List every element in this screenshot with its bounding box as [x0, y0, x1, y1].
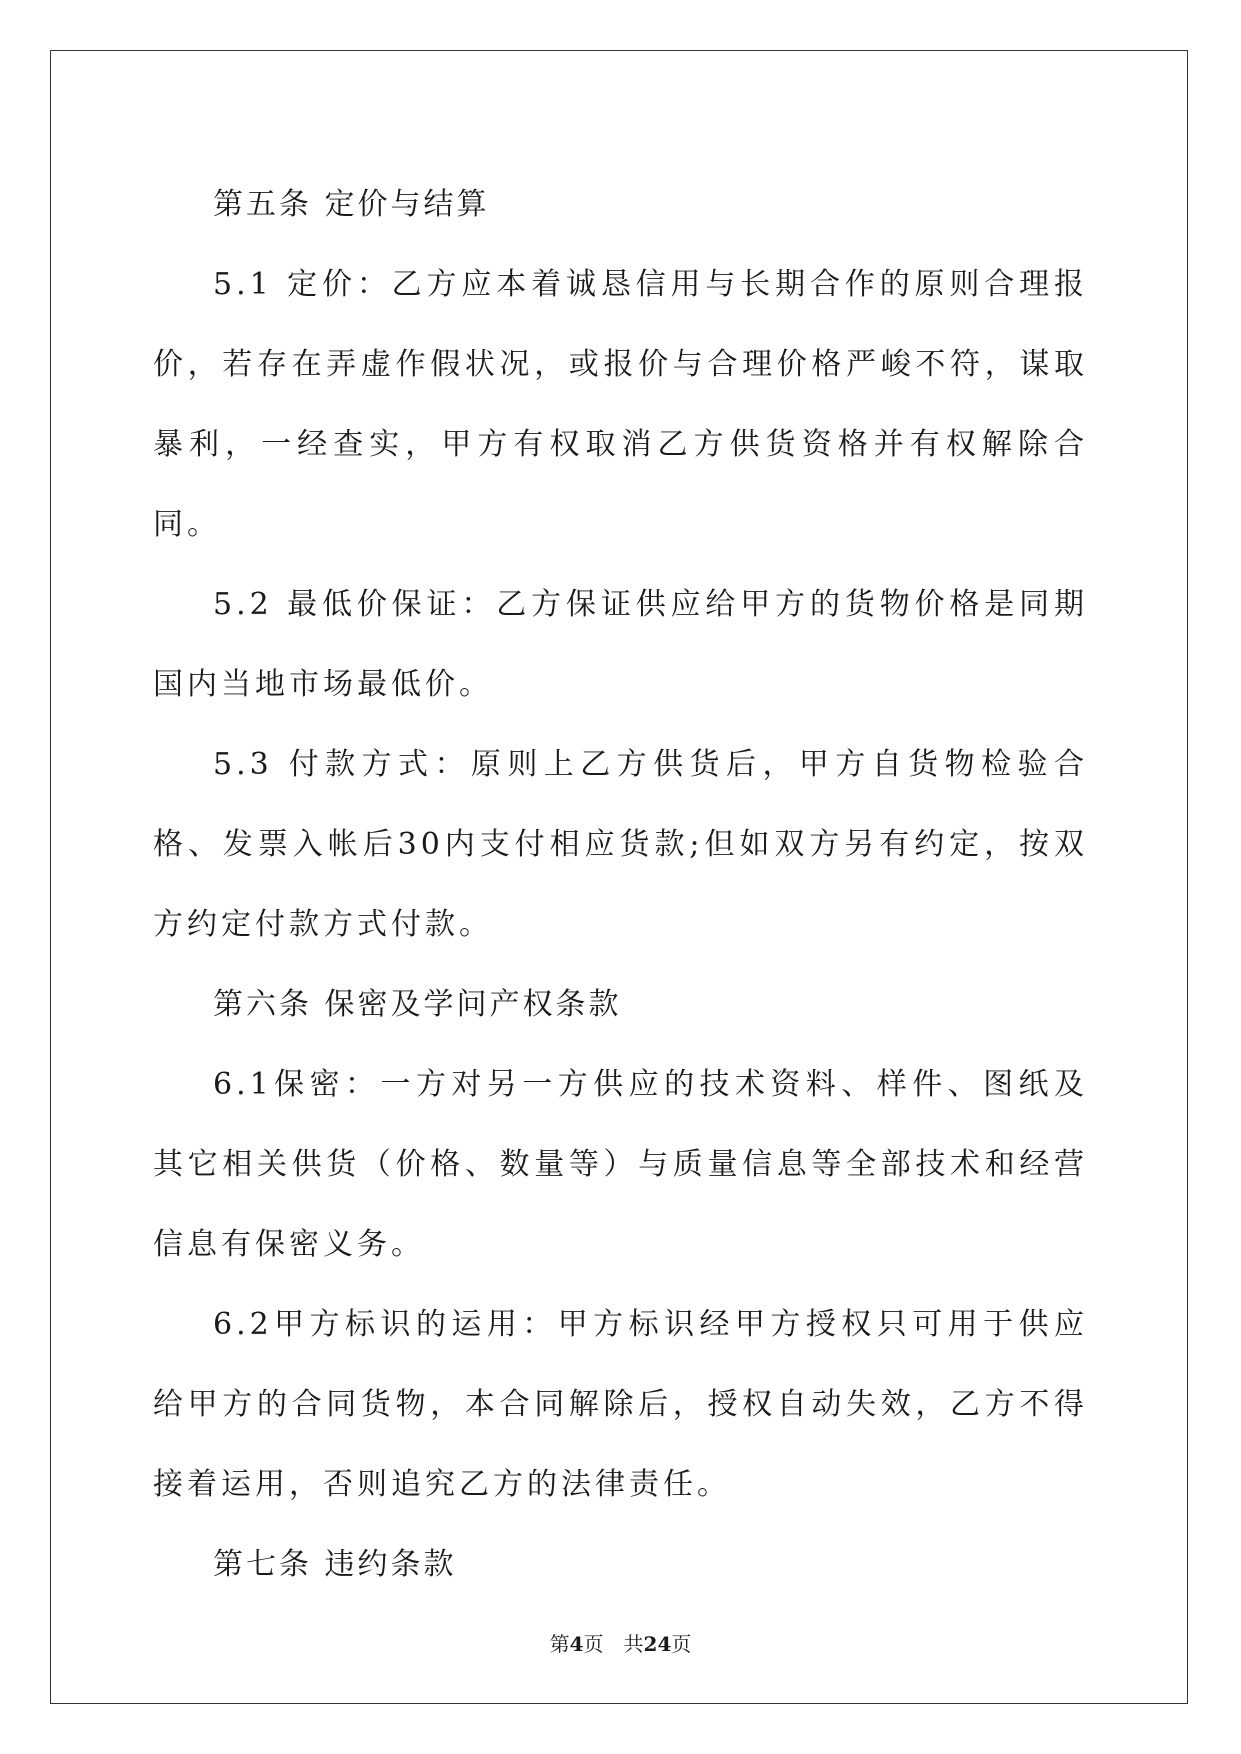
page-footer — [0, 1628, 1241, 1657]
page-suffix: 页 — [583, 1632, 604, 1656]
clause-6-1: 6.1保密：一方对另一方供应的技术资料、样件、图纸及其它相关供货（价格、数量等）与质量信息等全部技术和经营信息有保密义务。 — [153, 1067, 1088, 1262]
clause-5-1: 5.1 定价：乙方应本着诚恳信用与长期合作的原则合理报价，若存在弄虚作假状况，或报价与合理价格严峻不符，谋取暴利，一经查实，甲方有权取消乙方供货资格并有权解除合同。 — [153, 267, 1088, 542]
clause-5-2: 5.2 最低价保证：乙方保证供应给甲方的货物价格是同期国内当地市场最低价。 — [153, 587, 1088, 702]
article-6-heading: 第六条 保密及学问产权条款 — [213, 987, 622, 1022]
page-number: 4 — [569, 1632, 584, 1656]
article-5-heading: 第五条 定价与结算 — [213, 187, 490, 222]
document-body — [153, 165, 1088, 1605]
total-prefix: 共 — [623, 1632, 644, 1656]
clause-6-2: 6.2甲方标识的运用：甲方标识经甲方授权只可用于供应给甲方的合同货物，本合同解除后，授权自动失效，乙方不得接着运用，否则追究乙方的法律责任。 — [153, 1307, 1088, 1502]
clause-5-3: 5.3 付款方式：原则上乙方供货后，甲方自货物检验合格、发票入帐后30内支付相应货款;但如双方另有约定，按双方约定付款方式付款。 — [153, 747, 1088, 942]
total-suffix: 页 — [671, 1632, 692, 1656]
page-prefix: 第 — [549, 1632, 570, 1656]
article-7-heading: 第七条 违约条款 — [213, 1547, 457, 1582]
total-pages: 24 — [643, 1632, 672, 1656]
